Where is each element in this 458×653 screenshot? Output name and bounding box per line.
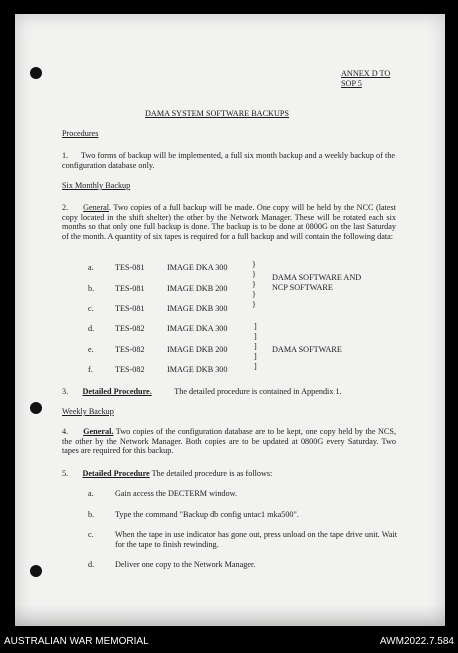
image-name: IMAGE DKB 200: [167, 284, 228, 293]
list-letter: e.: [88, 345, 94, 354]
step-letter: b.: [88, 510, 95, 519]
step-letter: d.: [88, 560, 95, 569]
paragraph-5: [62, 469, 272, 479]
step-text: Deliver one copy to the Network Manager.: [115, 560, 256, 569]
group-1-label-line2: NCP SOFTWARE: [272, 283, 333, 292]
list-item: [88, 365, 93, 375]
paragraph-2-number: 2.: [62, 203, 69, 212]
group-2-label: DAMA SOFTWARE: [272, 345, 342, 354]
list-item: [88, 324, 94, 334]
step-text: Gain access the DECTERM window.: [115, 489, 238, 498]
paragraph-5-text: The detailed procedure is as follows:: [149, 469, 273, 478]
list-letter: d.: [88, 324, 95, 333]
list-letter: a.: [88, 263, 94, 272]
paragraph-2: [62, 203, 396, 241]
tape-id: TES-082: [115, 365, 145, 374]
group-1-label-line1: DAMA SOFTWARE AND: [272, 273, 362, 282]
paragraph-1-number: 1.: [62, 151, 69, 160]
paragraph-1: [62, 151, 395, 170]
image-name: IMAGE DKB 200: [167, 345, 228, 354]
paragraph-3-number: 3.: [62, 387, 69, 396]
list-item: [88, 263, 94, 273]
paragraph-4-text: Two copies of the configuration database are to be kept, one copy held by the NCS, the other by the Network Manager. Both copies are to be updated at 0800G every Saturday. Two tapes are required for this backup.: [62, 427, 396, 456]
list-item: [88, 345, 94, 355]
six-monthly-heading: Six Monthly Backup: [62, 181, 131, 190]
paragraph-2-label: General: [83, 203, 110, 212]
annex-ref-line1: ANNEX D TO: [341, 69, 391, 78]
paragraph-1-text: Two forms of backup will be implemented, a full six month backup and a weekly backup of the configuration database only.: [62, 151, 396, 170]
punch-hole-icon: [30, 402, 42, 414]
document-title: DAMA SYSTEM SOFTWARE BACKUPS: [145, 109, 289, 118]
paragraph-5-number: 5.: [62, 469, 69, 478]
document-page: ANNEX D TO SOP 5 DAMA SYSTEM SOFTWARE BACKUPS Procedures 1. Two forms of backup will be implemented, a full six month backup and a weekly backup of the configuration database only. Six Monthly Backup 2. General. Two copies of a full backup will be made. One copy will be held by the NCC (latest copy located in the shift shelter) the other by the Network Manager. These will be rotated each six months so that only one full backup is done. The backup is to be done at 0800G on the last Saturday of the month. A quantity of six tapes is required for a full backup and will contain the following data: a. TES-081 IMAGE DKA 300 b. TES-081 IMAGE DKB 200 c. TES-081 IMAGE DKB 300 d. TES-082 IMAGE DKA 300 e. TES-082 IMAGE DKB 200 f. TES-082 IMAGE DKB 300 } } } } } ] ] ] ] ] DAMA SOFTWARE AND NCP SOFTWARE DAMA SOFTWARE 3. Detailed Procedure. The detailed procedure is contained in Appendix 1. Weekly Backup 4. General. Two copies of the configuration database are to be kept, one copy held by the NCS, the other by the Network Manager. Both copies are to be updated at 0800G every Saturday. Two tapes are required for this backup. 5. Detailed Procedure The detailed procedure is as follows: a. Gain access the DECTERM window. b. Type the command "Backup db config untac1 mka500". c. When the tape in use indicator has gone out, press unload on the tape drive unit. Wait for the tape to finish rewinding. d. Deliver one copy to the Network Manager.: [15, 14, 445, 626]
footer-left-caption: AUSTRALIAN WAR MEMORIAL: [4, 636, 149, 647]
step-text: When the tape in use indicator has gone out, press unload on the tape drive unit. Wait for the tape to finish rewinding.: [115, 530, 397, 549]
paragraph-3-label: Detailed Procedure.: [82, 387, 152, 396]
weekly-heading: Weekly Backup: [62, 407, 114, 416]
paragraph-4: [62, 427, 396, 456]
step-letter: c.: [88, 530, 94, 539]
paragraph-4-number: 4.: [62, 427, 69, 436]
tape-id: TES-081: [115, 263, 145, 272]
list-item: [88, 304, 94, 314]
image-name: IMAGE DKA 300: [167, 324, 228, 333]
tape-id: TES-082: [115, 324, 145, 333]
paragraph-2-text: . Two copies of a full backup will be made. One copy will be held by the NCC (latest copy located in the shift shelter) the other by the Network Manager. These will be rotated each six months so that only one full backup is done. The backup is to be done at 0800G on the last Saturday of the month. A quantity of six tapes is required for a full backup and will contain the following data:: [62, 203, 397, 241]
list-letter: b.: [88, 284, 95, 293]
punch-hole-icon: [30, 565, 42, 577]
paragraph-4-label: General.: [83, 427, 114, 436]
procedures-heading: Procedures: [62, 129, 99, 138]
list-item: [88, 284, 94, 294]
image-name: IMAGE DKA 300: [167, 263, 228, 272]
tape-id: TES-081: [115, 304, 145, 313]
step-text: Type the command "Backup db config untac1 mka500".: [115, 510, 299, 519]
footer-right-caption: AWM2022.7.584: [379, 636, 454, 647]
paragraph-3-text: The detailed procedure is contained in Appendix 1.: [174, 387, 342, 396]
image-name: IMAGE DKB 300: [167, 304, 228, 313]
paragraph-5-label: Detailed Procedure: [82, 469, 150, 478]
tape-id: TES-081: [115, 284, 145, 293]
paragraph-3: [62, 387, 342, 397]
annex-ref-line2: SOP 5: [341, 79, 362, 88]
tape-id: TES-082: [115, 345, 145, 354]
list-letter: c.: [88, 304, 94, 313]
list-letter: f.: [88, 365, 93, 374]
punch-hole-icon: [30, 67, 42, 79]
image-name: IMAGE DKB 300: [167, 365, 228, 374]
step-letter: a.: [88, 489, 94, 498]
